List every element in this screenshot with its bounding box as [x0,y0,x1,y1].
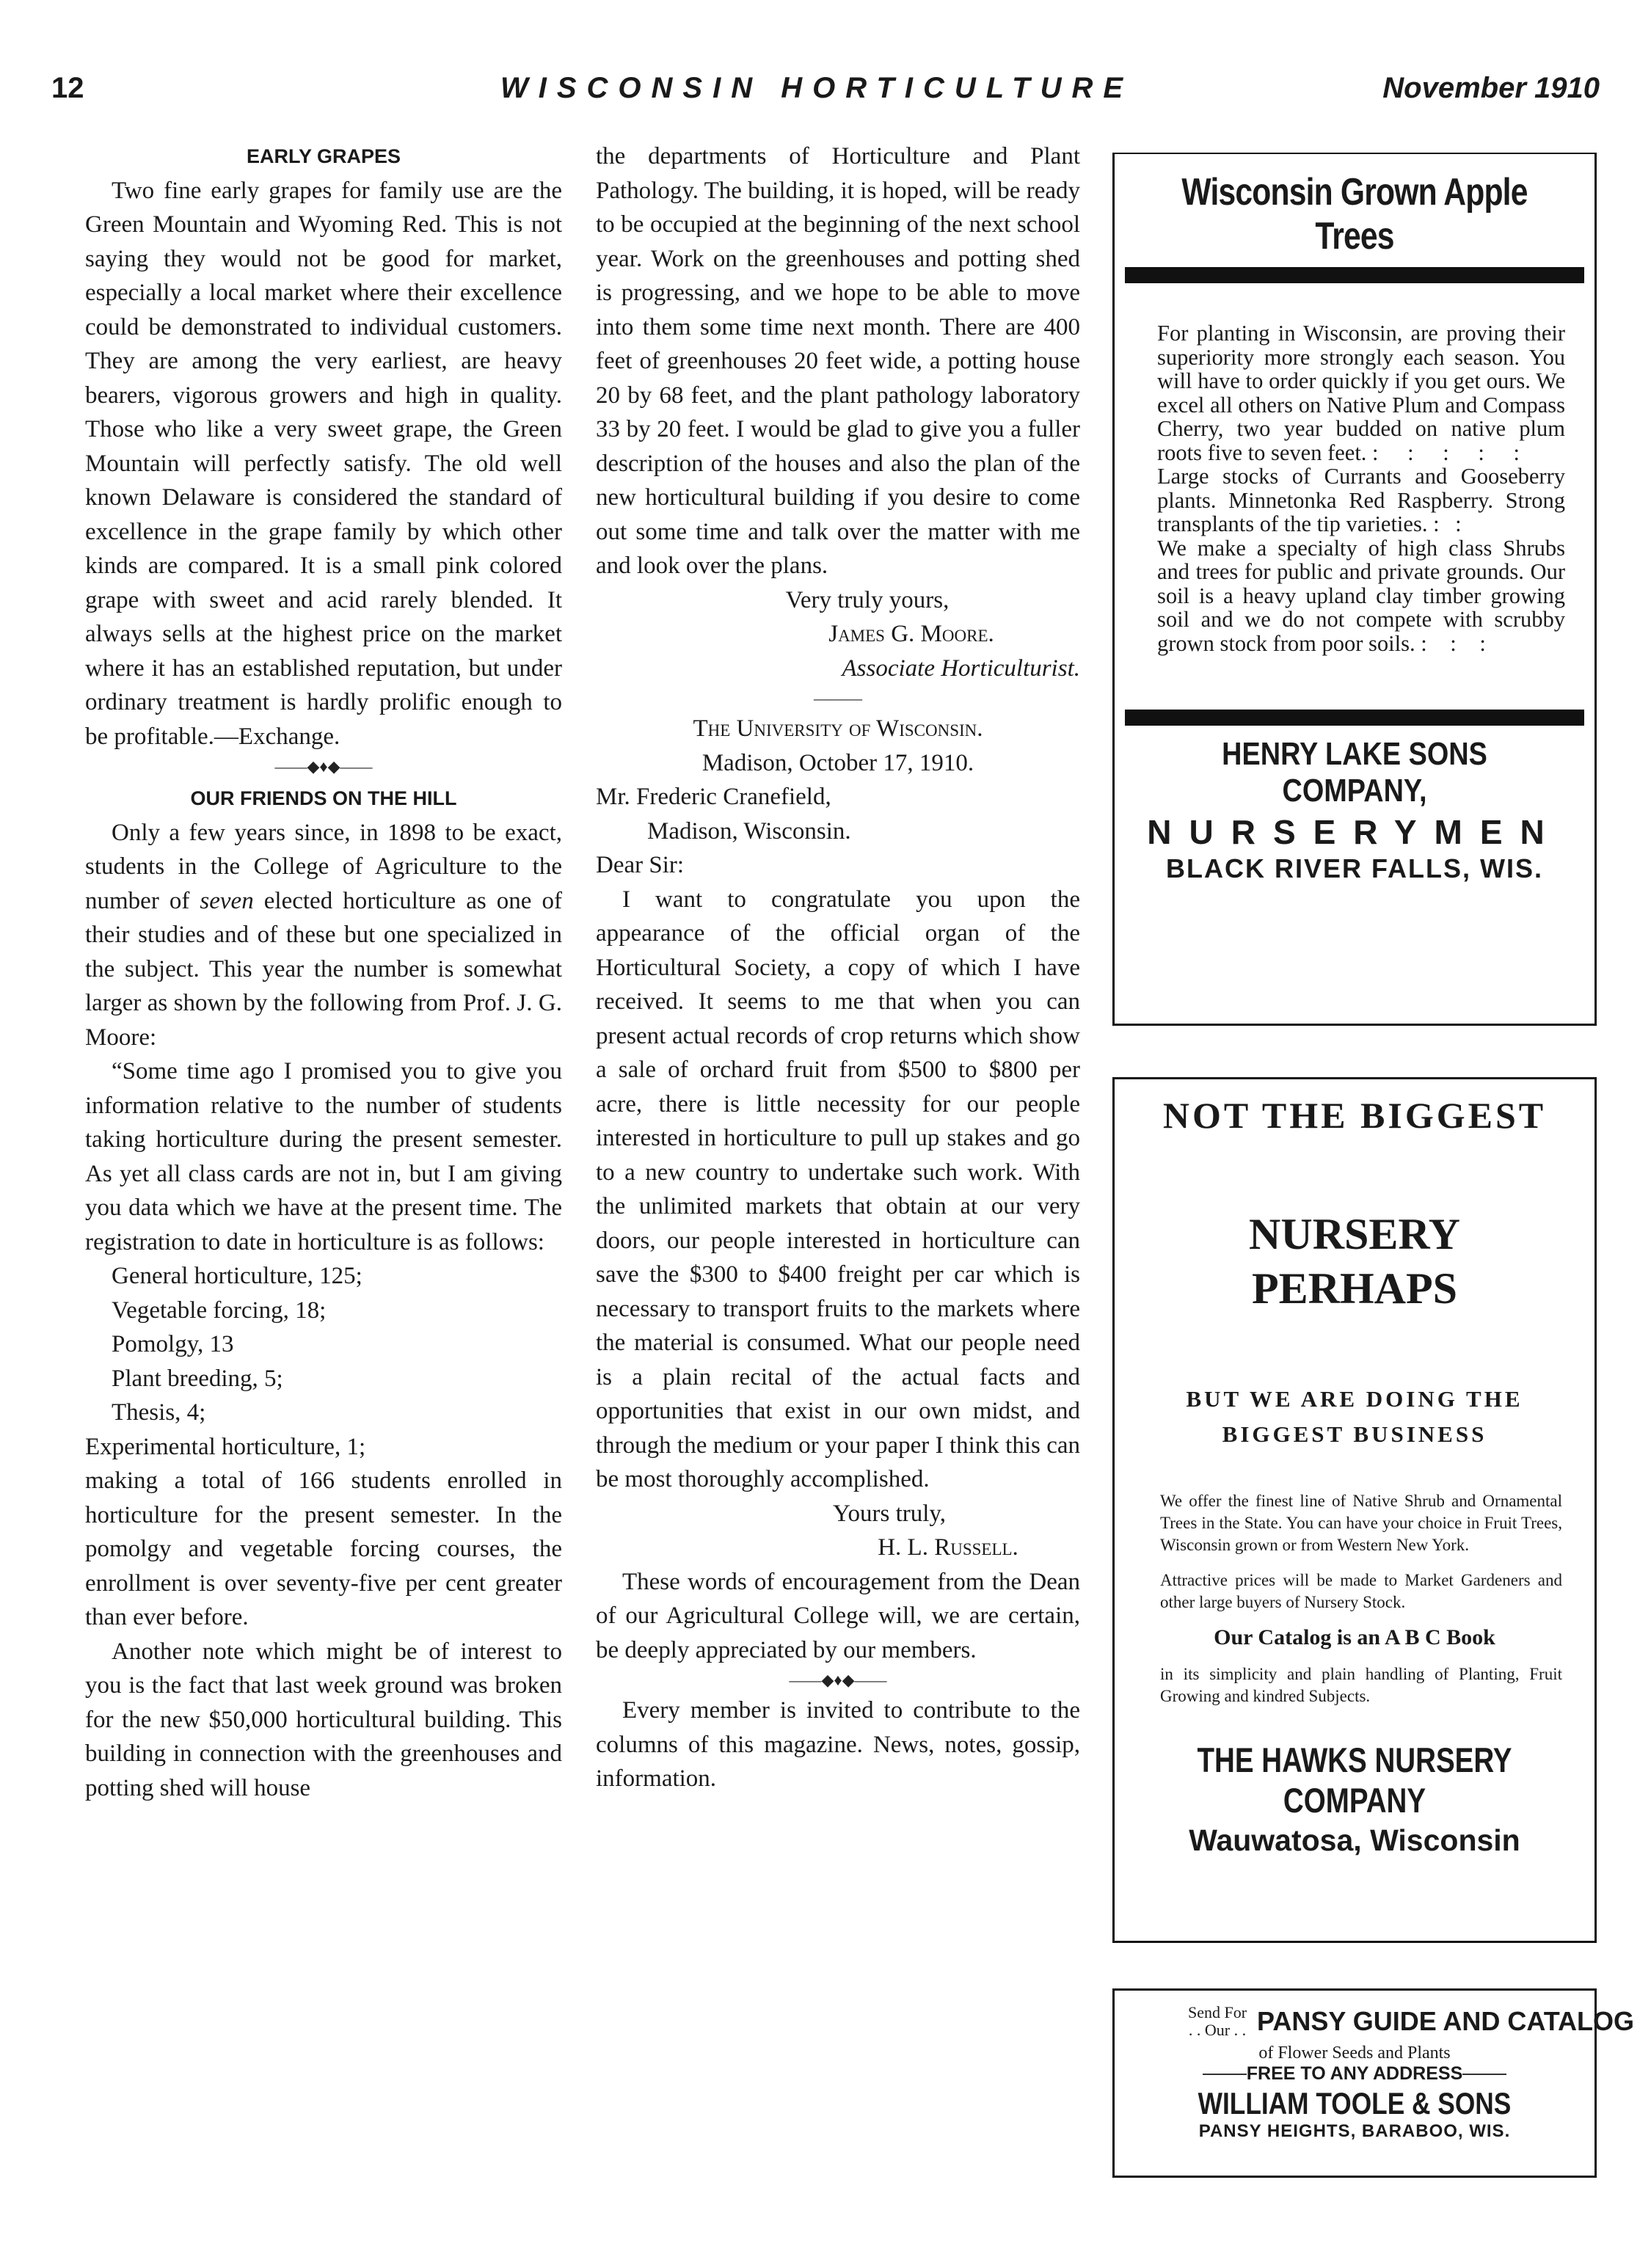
page-header [51,72,1600,116]
friends-p1-text-a: Only a few years since, in 1898 to be exact, students in the College of Agriculture to the number of [85,819,562,914]
ad-location: BLACK RIVER FALLS, WIS. [1166,853,1543,883]
letter-salutation: Dear Sir: [596,852,685,878]
signature-name-2: H. L. Russell. [878,1534,1018,1561]
list-item: Plant breeding, 5; [112,1365,283,1392]
encouragement-paragraph: These words of encouragement from the Dean of our Agricultural College will, we are certain, be deeply appreciated by our members. [596,1568,1080,1663]
ad-send-for-line: . . Our . . [1188,2021,1247,2039]
ad-dots: : : : [1421,630,1486,656]
ad-free-line [1115,2063,1594,2085]
ad-headline: NOT THE BIGGEST [1162,1095,1547,1136]
list-item-last: Experimental horticulture, 1; [85,1433,366,1460]
list-item: Vegetable forcing, 18; [112,1297,327,1324]
ad-body [1115,321,1594,655]
advertisement-hawks-nursery [1112,1077,1597,1943]
signature-close-2: Yours truly, [832,1500,947,1527]
ad-of-line: of Flower Seeds and Plants [1258,2043,1451,2063]
ad-subheadline-line: BIGGEST BUSINESS [1222,1421,1487,1447]
moore-letter-continued: the departments of Horticulture and Plant Pathology. The building, it is hoped, will be ready to be occupied at the beginning of the next school year. Work on the greenhouses and potting shed is progressing, and we hope to be able to move into them some time next month. There are 400 feet of greenhouses 20 feet wide, a potting house 20 by 68 feet, and the plant pathology laboratory 33 by 20 feet. I would be glad to give you a fuller description of the houses and also the plan of the new horticultural building if you desire to come out some time and talk over the matter with me and look over the plans. [596,143,1080,579]
ad-paragraph [1157,536,1565,656]
ad-dots: : : : : : [1372,440,1520,465]
ornament-divider-2: ——◆♦◆—— [789,1671,887,1689]
ad-title: Wisconsin Grown Apple Trees [1181,171,1528,258]
ad-paragraph: We offer the finest line of Native Shrub and Ornamental Trees in the State. You can have your choice in Fruit Trees, Wisconsin grown or from Western New York. [1160,1492,1562,1554]
signature-close: Very truly yours, [785,586,950,613]
ad-nurserymen: NURSERYMEN [1147,813,1562,851]
ad-subheadline-line: BUT WE ARE DOING THE [1186,1386,1523,1412]
ad-free-text: FREE TO ANY ADDRESS [1246,2063,1463,2084]
friends-p1-emphasis: seven [200,887,254,914]
friends-paragraph-2: “Some time ago I promised you to give you information relative to the number of students taking horticulture during the present semester. As yet all class cards are not in, but I am giving you data which we have at the present time. The registration to date in horticulture is as follows: [85,1058,562,1255]
ad-paragraph-text: Large stocks of Currants and Gooseberry plants. Minnetonka Red Raspberry. Strong transplants of the tip varieties. [1157,464,1565,536]
letter-organization: The University of Wisconsin. [693,715,983,742]
column-middle [596,139,1080,1796]
signature-title: Associate Horticulturist. [842,654,1080,682]
ad-first-row [1115,2003,1635,2039]
friends-paragraph-4: Another note which might be of interest to you is the fact that last week ground was broken for the new $50,000 horticultural building. This building in connection with the greenhouses and potting shed will house [85,1638,562,1801]
signature-name: James G. Moore. [828,621,994,647]
letter-place-date: Madison, October 17, 1910. [701,749,974,776]
list-item: Pomolgy, 13 [112,1331,234,1357]
ad-headline-line: PERHAPS [1251,1264,1458,1313]
friends-heading: OUR FRIENDS ON THE HILL [190,787,457,809]
ad-company: THE HAWKS NURSERY COMPANY [1197,1740,1512,1820]
friends-paragraph-3: making a total of 166 students enrolled in horticulture for the present semester. In the pomolgy and vegetable forcing courses, the enrollment is over seventy-five per cent greater than ever before. [85,1467,562,1630]
ad-location: Wauwatosa, Wisconsin [1189,1823,1520,1857]
advertisement-william-toole [1112,1988,1635,2178]
ad-send-for [1188,2004,1247,2039]
registration-list [85,1259,562,1430]
page-number: 12 [51,72,84,104]
letter-recipient-city: Madison, Wisconsin. [647,817,851,845]
advertisement-henry-lake [1112,153,1597,1026]
ad-guide-wrap [1257,2006,1635,2037]
russell-letter-body: I want to congratulate you upon the appearance of the official organ of the Horticultural Society, a copy of which I have received. It seems to me that when you can present actual records of crop returns which show a sale of orchard fruit from $500 to $800 per acre, there is little necessity for our people interested in horticulture to pull up stakes and go to a new country to undertake such work. With the unlimited markets that obtain at our very doors, our people interested in horticulture can save the $300 to $400 freight per car which is necessary to transport fruits to the markets where the material is consumed. What our people need is a plain recital of the actual facts and opportunities that exist in our own midst, and through the medium or your paper I think this can be most thoroughly accomplished. [596,886,1080,1492]
ad-subheadline [1115,1382,1594,1452]
ad-paragraph-text: We make a specialty of high class Shrubs and trees for public and private grounds. Our soil is a heavy upland clay timber growing soil and we do not compete with scrubby grown stock from poor soils. [1157,535,1565,656]
ad-paragraph [1157,321,1565,464]
ad-paragraph: in its simplicity and plain handling of Planting, Fruit Growing and kindred Subjects. [1160,1665,1562,1705]
ad-send-for-line: Send For [1187,2003,1247,2021]
early-grapes-text: Two fine early grapes for family use are the Green Mountain and Wyoming Red. This is not saying they would not be good for market, especially a local market where their excellence could be demonstrated to individual customers. They are among the very earliest, are heavy bearers, vigorous growers and high in quality. Those who like a very sweet grape, the Green Mountain will perfectly satisfy. The old well known Delaware is considered the standard of excellence in the grape family by which other kinds are compared. It is a small pink colored grape with sweet and acid rarely blended. It always sells at the highest price on the market where it has an established reputation, but under ordinary treatment is hardly prolific enough to be profitable.—Exchange. [85,177,562,750]
ad-paragraph [1157,464,1565,536]
friends-paragraph-1 [85,816,562,1055]
ad-location: PANSY HEIGHTS, BARABOO, WIS. [1198,2121,1511,2141]
early-grapes-heading: EARLY GRAPES [246,145,401,167]
ad-bar [1125,710,1584,726]
short-divider: ——— [814,689,862,707]
ad-dots: : : [1433,511,1462,536]
issue-date: November 1910 [1382,72,1600,104]
letter-recipient: Mr. Frederic Cranefield, [596,784,831,810]
list-item: General horticulture, 125; [112,1263,362,1289]
ad-paragraph-text: For planting in Wisconsin, are proving their superiority more strongly each season. You will have to order quickly if you get ours. We excel all others on Native Plum and Compass Cherry, two year budded on native plum roots five to seven feet. [1157,321,1565,465]
ad-paragraph: Attractive prices will be made to Market Gardeners and other large buyers of Nursery Stock. [1160,1571,1562,1611]
magazine-title: WISCONSIN HORTICULTURE [500,72,1134,104]
ad-company: HENRY LAKE SONS COMPANY, [1222,736,1487,809]
invitation-paragraph: Every member is invited to contribute to the columns of this magazine. News, notes, gossip, information. [596,1697,1080,1792]
ad-company: WILLIAM TOOLE & SONS [1198,2086,1512,2121]
ad-headline-large [1115,1207,1594,1316]
ad-headline-line: NURSERY [1249,1210,1460,1258]
ad-catalog-line: Our Catalog is an A B C Book [1214,1625,1495,1649]
friends-p1-text-b: elected horticulture as one of their studies and of these but one specialized in the subject. This year the number is somewhat larger as shown by the following from Prof. J. G. Moore: [85,887,563,1051]
rule-left [1203,2074,1247,2075]
rule-right [1462,2074,1506,2075]
column-left [85,139,562,1805]
ornament-divider: ——◆♦◆—— [274,757,373,776]
ad-guide: PANSY GUIDE AND CATALOG [1257,2006,1635,2036]
ad-bar [1125,267,1584,283]
list-item: Thesis, 4; [112,1399,206,1426]
